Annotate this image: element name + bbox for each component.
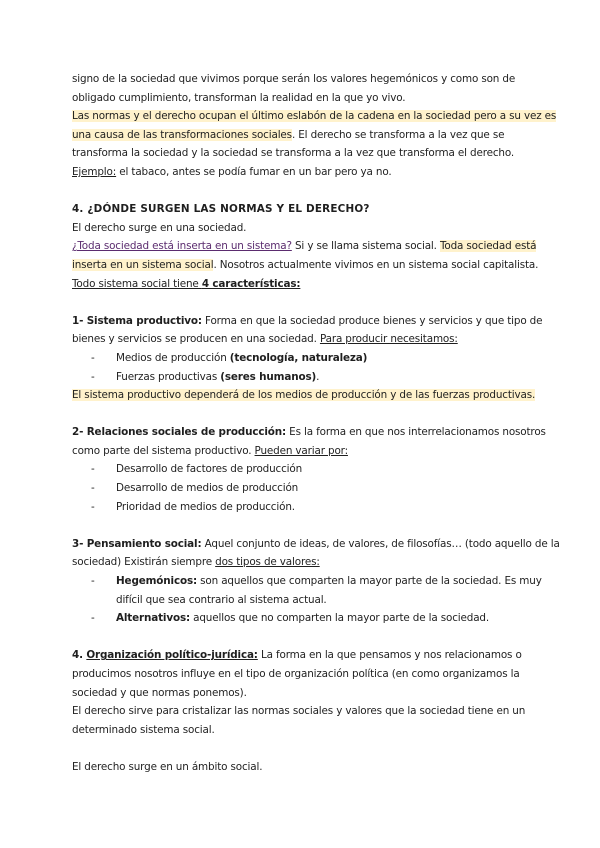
feature-2-list (72, 460, 560, 516)
section-4-line: El derecho surge en una sociedad. (72, 221, 247, 234)
feature-2-vary: Pueden variar por: (254, 444, 348, 457)
question-text: ¿Toda sociedad está inserta en un sistema? (72, 240, 292, 253)
feature-1-title: 1- Sistema productivo: (72, 314, 202, 327)
feature-1-needs: Para producir necesitamos: (319, 333, 458, 346)
feature-4-title: Organización político-jurídica: (86, 649, 258, 662)
feature-3-title: 3- Pensamiento social: (72, 537, 202, 550)
feature-2-paragraph: 2- Relaciones sociales de producción: Es la forma en que nos interrelacionamos nosotros como parte del sistema productivo. Pueden variar por: (72, 426, 546, 457)
intro-paragraph: signo de la sociedad que vivimos porque serán los valores hegemónicos y como son de obligado cumplimiento, transforman la realidad en la que yo vivo. (72, 73, 516, 104)
list-item: - Desarrollo de factores de producción (88, 460, 560, 479)
feature-1-paragraph: 1- Sistema productivo: Forma en que la sociedad produce bienes y servicios y que tipo de bienes y servicios se producen en una sociedad. Para producir necesitamos: (72, 314, 543, 346)
feature-2-title: 2- Relaciones sociales de producción: (72, 426, 287, 439)
list-item: - Fuerzas productivas (seres humanos). (88, 368, 560, 387)
section-4-title: 4. ¿DÓNDE SURGEN LAS NORMAS Y EL DERECHO? (72, 203, 370, 216)
features-count: 4 características: (201, 277, 301, 290)
closing-line: El derecho surge en un ámbito social. (72, 760, 263, 773)
feature-3-list (72, 572, 560, 628)
feature-1-list (72, 349, 560, 386)
section-4-paragraph: ¿Toda sociedad está inserta en un sistema? Si y se llama sistema social. Toda sociedad está inserta en un sistema social. Nosotros actualmente vivimos en un sistema social capitalista. Todo sistema social tiene 4 características: (72, 240, 539, 290)
list-item: - Hegemónicos: son aquellos que comparten la mayor parte de la sociedad. Es muy difícil que sea contrario al sistema actual. (88, 572, 560, 609)
feature-3-paragraph: 3- Pensamiento social: Aquel conjunto de ideas, de valores, de filosofías… (todo aquello de la sociedad) Existirán siempre dos tipos de valores: (72, 537, 560, 569)
highlight-text: Toda sociedad está inserta en un sistema social (72, 240, 537, 271)
list-item: - Medios de producción (tecnología, naturaleza) (88, 349, 560, 368)
intro-paragraph-2: Las normas y el derecho ocupan el último eslabón de la cadena en la sociedad pero a su vez es una causa de las transformaciones sociales. El derecho se transforma a la vez que se transforma la sociedad y la sociedad se transforma a la vez que transforma el derecho. Ejemplo: el tabaco, antes se podía fumar en un bar pero ya no. (72, 110, 557, 178)
example-label: Ejemplo: (72, 165, 117, 178)
feature-3-types: dos tipos de valores: (215, 556, 320, 569)
features-label: Todo sistema social tiene (72, 277, 202, 290)
list-item: - Alternativos: aquellos que no comparten la mayor parte de la sociedad. (88, 609, 560, 628)
list-item: - Desarrollo de medios de producción (88, 479, 560, 498)
list-item: - Prioridad de medios de producción. (88, 498, 560, 517)
feature-1-note: El sistema productivo dependerá de los medios de producción y de las fuerzas productivas. (72, 389, 536, 402)
feature-4-paragraph: 4. Organización político-jurídica: La forma en la que pensamos y nos relacionamos o producimos nosotros influye en el tipo de organización política (en como organizamos la sociedad y que normas ponemos). (72, 649, 522, 699)
highlight-text: Las normas y el derecho ocupan el último eslabón de la cadena en la sociedad pero a su vez es una causa de las transformaciones sociales (72, 110, 557, 141)
feature-4-line: El derecho sirve para cristalizar las normas sociales y valores que la sociedad tiene en un determinado sistema social. (72, 705, 526, 736)
